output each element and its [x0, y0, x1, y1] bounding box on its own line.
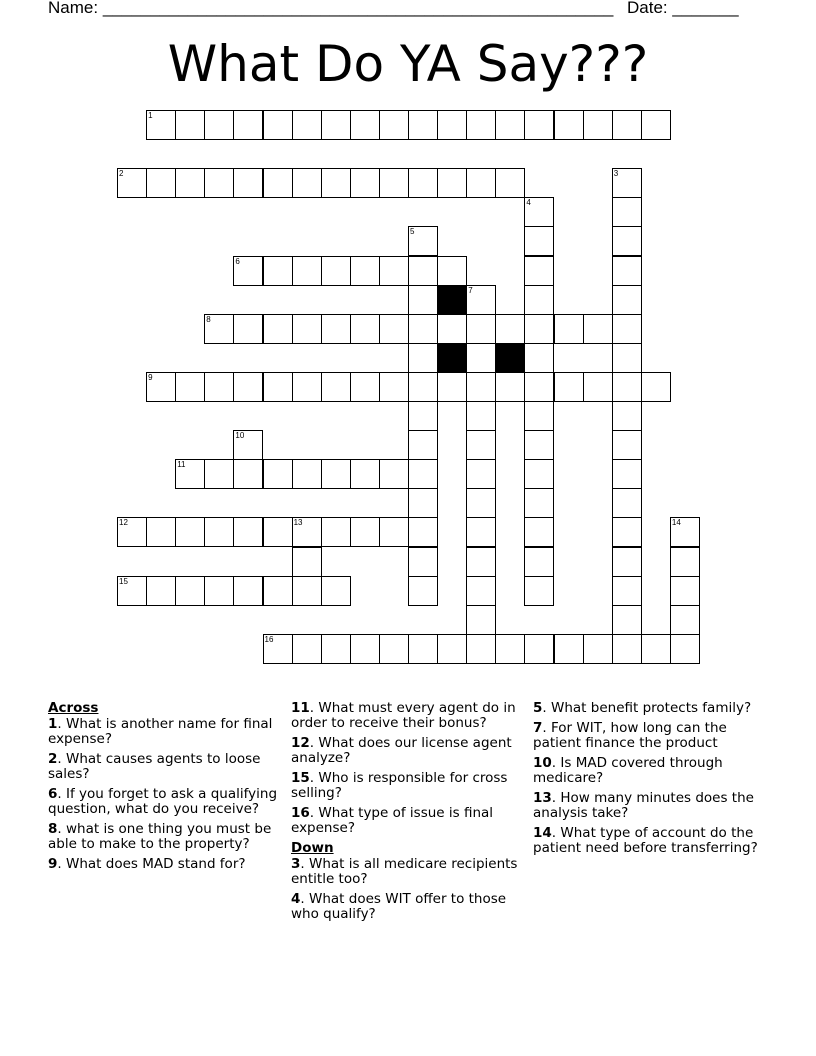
- clue-number-11: 11: [177, 460, 186, 470]
- grid-cell[interactable]: [408, 576, 438, 606]
- grid-cell[interactable]: [379, 314, 409, 344]
- grid-cell[interactable]: [612, 634, 642, 664]
- grid-cell[interactable]: [495, 110, 525, 140]
- down-heading: Down: [291, 840, 334, 856]
- grid-cell[interactable]: [379, 517, 409, 547]
- grid-cell[interactable]: [612, 459, 642, 489]
- grid-cell[interactable]: [641, 372, 671, 402]
- grid-cell[interactable]: [408, 459, 438, 489]
- grid-cell[interactable]: [263, 168, 293, 198]
- date-line: _______: [672, 0, 739, 17]
- grid-cell[interactable]: [408, 430, 438, 460]
- grid-cell[interactable]: [379, 256, 409, 286]
- clue-number-13: 13: [293, 518, 303, 528]
- grid-cell[interactable]: [612, 256, 642, 286]
- clue-number-5: 5: [410, 227, 415, 237]
- grid-cell[interactable]: [524, 343, 554, 373]
- grid-cell[interactable]: [408, 256, 438, 286]
- page-title: What Do YA Say???: [167, 35, 649, 93]
- grid-cell[interactable]: [612, 226, 642, 256]
- grid-cell[interactable]: [612, 517, 642, 547]
- grid-cell[interactable]: [466, 372, 496, 402]
- grid-cell[interactable]: [612, 488, 642, 518]
- grid-cell[interactable]: [263, 256, 293, 286]
- grid-cell[interactable]: [437, 110, 467, 140]
- grid-cell[interactable]: [466, 401, 496, 431]
- grid-cell[interactable]: [350, 372, 380, 402]
- grid-cell[interactable]: [175, 372, 205, 402]
- clue-across-12: 12. What does our license agent analyze?: [291, 735, 512, 766]
- clue-across-1: 1. What is another name for final expense?: [48, 716, 273, 747]
- clue-number-3: 3: [613, 169, 619, 179]
- grid-cell[interactable]: [612, 605, 642, 635]
- grid-cell[interactable]: [670, 576, 700, 606]
- grid-cell[interactable]: [146, 517, 176, 547]
- grid-cell[interactable]: [466, 488, 496, 518]
- grid-cell[interactable]: [263, 314, 293, 344]
- clue-number-14: 14: [671, 518, 681, 528]
- grid-cell[interactable]: [175, 576, 205, 606]
- grid-cell[interactable]: [292, 547, 322, 577]
- grid-cell[interactable]: [321, 372, 351, 402]
- grid-cell[interactable]: [437, 168, 467, 198]
- grid-cell[interactable]: [554, 110, 584, 140]
- grid-cell[interactable]: [175, 168, 205, 198]
- grid-cell[interactable]: [292, 314, 322, 344]
- grid-cell[interactable]: [583, 110, 613, 140]
- grid-cell[interactable]: [204, 576, 234, 606]
- clue-number-15: 15: [119, 576, 128, 586]
- grid-cell[interactable]: [612, 197, 642, 227]
- grid-cell[interactable]: [612, 110, 642, 140]
- clue-number-6: 6: [235, 256, 240, 266]
- clue-down-13: 13. How many minutes does the analysis take?: [533, 790, 754, 821]
- grid-cell[interactable]: [292, 372, 322, 402]
- grid-cell[interactable]: [524, 634, 554, 664]
- clue-down-10: 10. Is MAD covered through medicare?: [533, 755, 723, 786]
- grid-cell[interactable]: [612, 547, 642, 577]
- grid-cell[interactable]: [233, 168, 263, 198]
- grid-cell[interactable]: [233, 372, 263, 402]
- grid-cell[interactable]: [583, 314, 613, 344]
- grid-cell[interactable]: [524, 488, 554, 518]
- clue-across-6: 6. If you forget to ask a qualifying question, what do you receive?: [48, 786, 278, 817]
- grid-cell[interactable]: [495, 314, 525, 344]
- grid-cell[interactable]: [408, 547, 438, 577]
- grid-cell[interactable]: [379, 634, 409, 664]
- grid-cell[interactable]: [204, 168, 234, 198]
- clue-across-9: 9. What does MAD stand for?: [48, 856, 246, 872]
- grid-cell[interactable]: [321, 517, 351, 547]
- grid-cell[interactable]: [524, 401, 554, 431]
- clue-down-14: 14. What type of account do the patient need before transferring?: [533, 825, 758, 856]
- grid-cell[interactable]: [466, 605, 496, 635]
- across-heading: Across: [48, 700, 99, 716]
- grid-cell[interactable]: [437, 314, 467, 344]
- grid-cell[interactable]: [524, 517, 554, 547]
- grid-cell[interactable]: [204, 459, 234, 489]
- grid-cell[interactable]: [321, 576, 351, 606]
- clue-number-12: 12: [119, 518, 128, 528]
- grid-cell[interactable]: [204, 517, 234, 547]
- grid-cell[interactable]: [612, 285, 642, 315]
- grid-cell[interactable]: [408, 634, 438, 664]
- grid-cell[interactable]: [379, 372, 409, 402]
- grid-cell[interactable]: [321, 314, 351, 344]
- grid-cell[interactable]: [292, 168, 322, 198]
- grid-cell[interactable]: [437, 634, 467, 664]
- clue-number-10: 10: [235, 431, 245, 441]
- grid-cell[interactable]: [350, 459, 380, 489]
- grid-cell[interactable]: [321, 634, 351, 664]
- grid-cell[interactable]: [437, 256, 467, 286]
- clue-number-8: 8: [206, 314, 211, 324]
- grid-cell[interactable]: [233, 110, 263, 140]
- date-label: Date:: [627, 0, 668, 17]
- clue-down-4: 4. What does WIT offer to those who qualify?: [291, 891, 507, 922]
- grid-cell[interactable]: [175, 110, 205, 140]
- grid-cell[interactable]: [495, 634, 525, 664]
- grid-cell[interactable]: [408, 401, 438, 431]
- clue-number-16: 16: [264, 634, 274, 644]
- grid-cell[interactable]: [321, 459, 351, 489]
- grid-cell[interactable]: [263, 576, 293, 606]
- grid-cell[interactable]: [466, 517, 496, 547]
- grid-cell[interactable]: [233, 459, 263, 489]
- grid-cell[interactable]: [524, 459, 554, 489]
- grid-cell[interactable]: [670, 547, 700, 577]
- grid-cell[interactable]: [495, 168, 525, 198]
- grid-cell[interactable]: [292, 256, 322, 286]
- grid-cell[interactable]: [466, 576, 496, 606]
- grid-cell[interactable]: [321, 256, 351, 286]
- grid-cell[interactable]: [583, 634, 613, 664]
- grid-cell[interactable]: [466, 168, 496, 198]
- across-clues-col-1: [48, 701, 280, 877]
- grid-cell[interactable]: [408, 517, 438, 547]
- grid-cell[interactable]: [524, 314, 554, 344]
- grid-cell[interactable]: [292, 634, 322, 664]
- grid-cell[interactable]: [612, 372, 642, 402]
- grid-cell[interactable]: [263, 372, 293, 402]
- grid-cell[interactable]: [263, 517, 293, 547]
- grid-cell[interactable]: [524, 110, 554, 140]
- clue-number-7: 7: [468, 285, 473, 295]
- black-cell: [495, 343, 525, 373]
- grid-cell[interactable]: [554, 372, 584, 402]
- grid-cell[interactable]: [350, 314, 380, 344]
- grid-cell[interactable]: [641, 634, 671, 664]
- grid-cell[interactable]: [175, 517, 205, 547]
- grid-cell[interactable]: [524, 226, 554, 256]
- black-cell: [437, 285, 467, 315]
- grid-cell[interactable]: [408, 285, 438, 315]
- grid-cell[interactable]: [466, 430, 496, 460]
- grid-cell[interactable]: [495, 372, 525, 402]
- grid-cell[interactable]: [379, 168, 409, 198]
- grid-cell[interactable]: [437, 372, 467, 402]
- grid-cell[interactable]: [321, 168, 351, 198]
- grid-cell[interactable]: [466, 314, 496, 344]
- grid-cell[interactable]: [321, 110, 351, 140]
- down-clues-col-3: [533, 701, 768, 861]
- grid-cell[interactable]: [379, 459, 409, 489]
- grid-cell[interactable]: [524, 576, 554, 606]
- grid-cell[interactable]: [146, 576, 176, 606]
- grid-cell[interactable]: [379, 110, 409, 140]
- grid-cell[interactable]: [641, 110, 671, 140]
- grid-cell[interactable]: [466, 343, 496, 373]
- black-cell: [437, 343, 467, 373]
- grid-cell[interactable]: [233, 517, 263, 547]
- grid-cell[interactable]: [350, 256, 380, 286]
- grid-cell[interactable]: [350, 168, 380, 198]
- grid-cell[interactable]: [524, 547, 554, 577]
- grid-cell[interactable]: [612, 314, 642, 344]
- grid-cell[interactable]: [350, 517, 380, 547]
- clue-down-7: 7. For WIT, how long can the patient finance the product: [533, 720, 727, 751]
- grid-cell[interactable]: [408, 314, 438, 344]
- grid-cell[interactable]: [466, 110, 496, 140]
- grid-cell[interactable]: [670, 605, 700, 635]
- grid-cell[interactable]: [408, 110, 438, 140]
- grid-cell[interactable]: [612, 430, 642, 460]
- grid-cell[interactable]: [263, 459, 293, 489]
- name-label: Name:: [48, 0, 99, 17]
- clue-across-16: 16. What type of issue is final expense?: [291, 805, 494, 836]
- grid-cell[interactable]: [554, 634, 584, 664]
- grid-cell[interactable]: [466, 459, 496, 489]
- grid-cell[interactable]: [612, 401, 642, 431]
- grid-cell[interactable]: [408, 488, 438, 518]
- grid-cell[interactable]: [350, 634, 380, 664]
- grid-cell[interactable]: [292, 459, 322, 489]
- grid-cell[interactable]: [408, 343, 438, 373]
- clue-number-1: 1: [148, 111, 153, 120]
- grid-cell[interactable]: [524, 285, 554, 315]
- grid-cell[interactable]: [524, 372, 554, 402]
- grid-cell[interactable]: [670, 634, 700, 664]
- grid-cell[interactable]: [612, 343, 642, 373]
- grid-cell[interactable]: [233, 314, 263, 344]
- grid-cell[interactable]: [466, 547, 496, 577]
- grid-cell[interactable]: [554, 314, 584, 344]
- clue-across-11: 11. What must every agent do in order to receive their bonus?: [291, 700, 516, 731]
- clue-across-2: 2. What causes agents to loose sales?: [48, 751, 261, 782]
- clue-down-3: 3. What is all medicare recipients entitle too?: [291, 856, 518, 887]
- grid-cell[interactable]: [233, 576, 263, 606]
- grid-cell[interactable]: [466, 634, 496, 664]
- clue-down-5: 5. What benefit protects family?: [533, 700, 752, 716]
- grid-cell[interactable]: [146, 168, 176, 198]
- clues-col-2: [291, 701, 526, 927]
- grid-cell[interactable]: [292, 110, 322, 140]
- grid-cell[interactable]: [350, 110, 380, 140]
- clue-number-2: 2: [119, 169, 124, 179]
- clue-across-15: 15. Who is responsible for cross selling?: [291, 770, 508, 801]
- grid-cell[interactable]: [583, 372, 613, 402]
- grid-cell[interactable]: [612, 576, 642, 606]
- grid-cell[interactable]: [204, 372, 234, 402]
- grid-cell[interactable]: [204, 110, 234, 140]
- name-line: ______________________________________________________: [102, 0, 614, 17]
- clue-across-8: 8. what is one thing you must be able to make to the property?: [48, 821, 272, 852]
- grid-cell[interactable]: [524, 256, 554, 286]
- grid-cell[interactable]: [524, 430, 554, 460]
- clue-number-4: 4: [526, 198, 531, 208]
- grid-cell[interactable]: [408, 372, 438, 402]
- grid-cell[interactable]: [263, 110, 293, 140]
- grid-cell[interactable]: [292, 576, 322, 606]
- grid-cell[interactable]: [408, 168, 438, 198]
- clue-number-9: 9: [148, 372, 153, 382]
